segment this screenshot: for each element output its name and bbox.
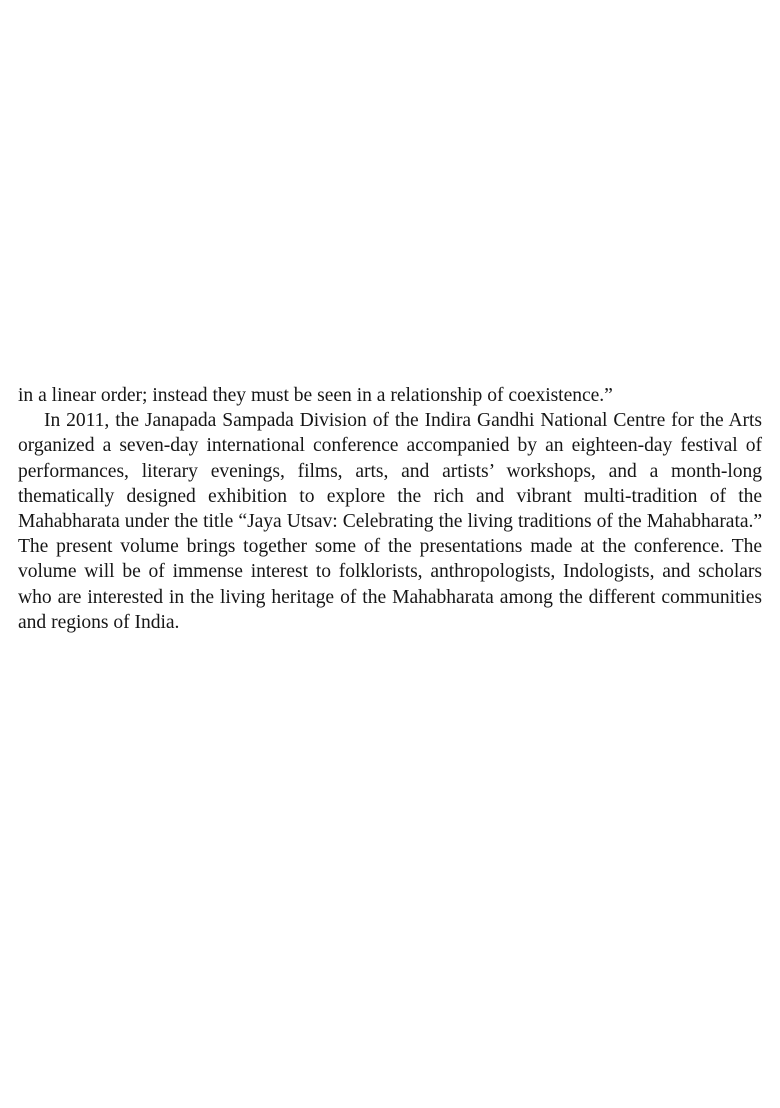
page-text-body	[18, 383, 762, 635]
paragraph-conference: In 2011, the Janapada Sampada Division of the Indira Gandhi National Centre for the Arts organized a seven-day international conference accompanied by an eighteen-day festival of performances, literary evenings, films, arts, and artists’ workshops, and a month-long thematically designed exhibition to explore the rich and vibrant multi-tradition of the Mahabharata under the title “Jaya Utsav: Celebrating the living traditions of the Mahabharata.” The present volume brings together some of the presentations made at the conference. The volume will be of immense interest to folklorists, anthropologists, Indologists, and scholars who are interested in the living heritage of the Mahabharata among the different communities and regions of India.	[18, 410, 762, 633]
paragraph-continued: in a linear order; instead they must be seen in a relationship of coexistence.”	[18, 385, 613, 406]
